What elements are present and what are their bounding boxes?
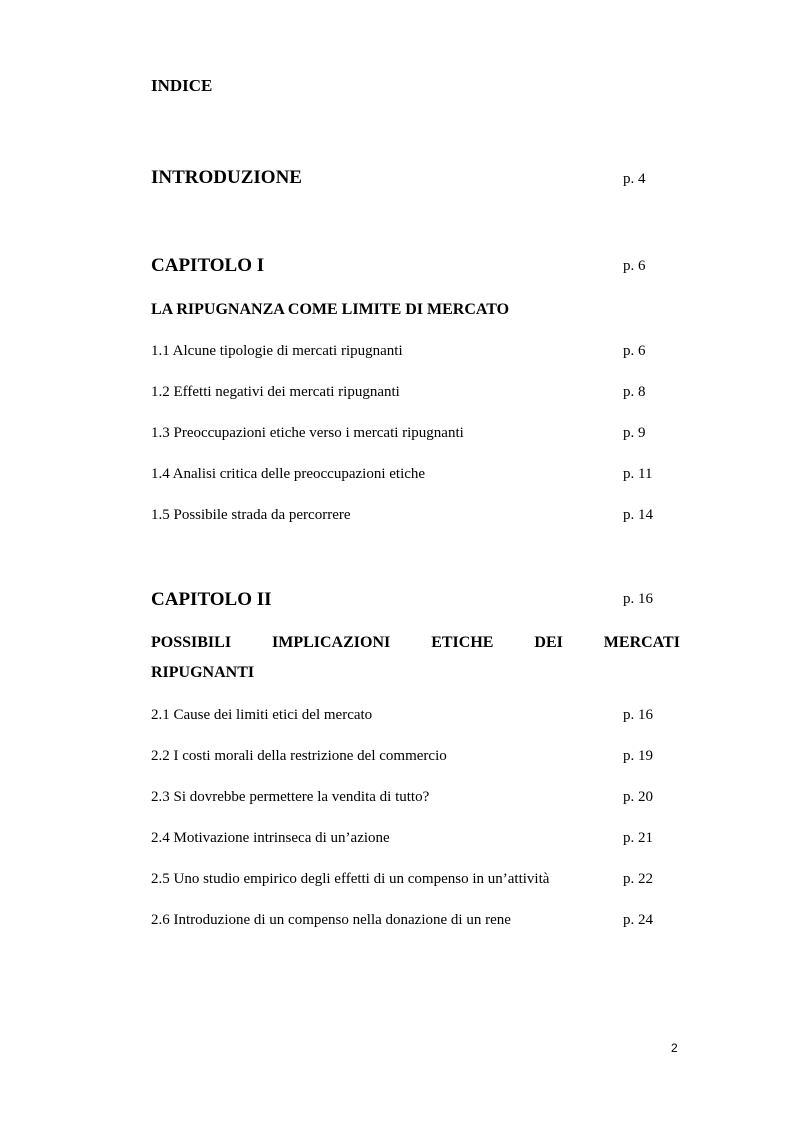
section-title: 2.5 Uno studio empirico degli effetti di un compenso in un’attività xyxy=(151,871,550,887)
section-title: 2.1 Cause dei limiti etici del mercato xyxy=(151,707,373,723)
section-page: p. 14 xyxy=(623,507,653,523)
chapter-subtitle xyxy=(151,634,680,652)
page-number: 2 xyxy=(671,1041,678,1055)
section-page: p. 6 xyxy=(623,343,646,359)
section-page: p. 16 xyxy=(623,707,653,723)
chapter-title: CAPITOLO II xyxy=(151,589,272,610)
section-page: p. 20 xyxy=(623,789,653,805)
toc-entry-page: p. 4 xyxy=(623,171,646,187)
subtitle-word: IMPLICAZIONI xyxy=(272,634,391,651)
section-title: 1.5 Possibile strada da percorrere xyxy=(151,507,351,523)
section-page: p. 22 xyxy=(623,871,653,887)
section-title: 2.6 Introduzione di un compenso nella donazione di un rene xyxy=(151,912,511,928)
chapter-subtitle-line-2: RIPUGNANTI xyxy=(151,664,255,681)
section-title: 1.1 Alcune tipologie di mercati ripugnanti xyxy=(151,343,403,359)
subtitle-word: ETICHE xyxy=(431,634,494,651)
section-page: p. 19 xyxy=(623,748,653,764)
section-page: p. 8 xyxy=(623,384,646,400)
section-title: 2.3 Si dovrebbe permettere la vendita di tutto? xyxy=(151,789,430,805)
section-title: 2.2 I costi morali della restrizione del commercio xyxy=(151,748,447,764)
subtitle-word: MERCATI xyxy=(603,634,680,651)
index-title: INDICE xyxy=(151,76,213,95)
section-title: 1.4 Analisi critica delle preoccupazioni etiche xyxy=(151,466,426,482)
section-title: 1.3 Preoccupazioni etiche verso i mercati ripugnanti xyxy=(151,425,464,441)
subtitle-word: DEI xyxy=(534,634,563,651)
section-page: p. 21 xyxy=(623,830,653,846)
subtitle-word: POSSIBILI xyxy=(151,634,232,651)
section-page: p. 24 xyxy=(623,912,653,928)
toc-entry-title: INTRODUZIONE xyxy=(151,167,302,188)
chapter-title: CAPITOLO I xyxy=(151,255,265,276)
section-page: p. 9 xyxy=(623,425,646,441)
section-title: 1.2 Effetti negativi dei mercati ripugnanti xyxy=(151,384,400,400)
section-title: 2.4 Motivazione intrinseca di un’azione xyxy=(151,830,390,846)
chapter-page: p. 6 xyxy=(623,258,646,274)
section-page: p. 11 xyxy=(623,466,653,482)
chapter-page: p. 16 xyxy=(623,591,653,607)
chapter-subtitle: LA RIPUGNANZA COME LIMITE DI MERCATO xyxy=(151,301,510,318)
